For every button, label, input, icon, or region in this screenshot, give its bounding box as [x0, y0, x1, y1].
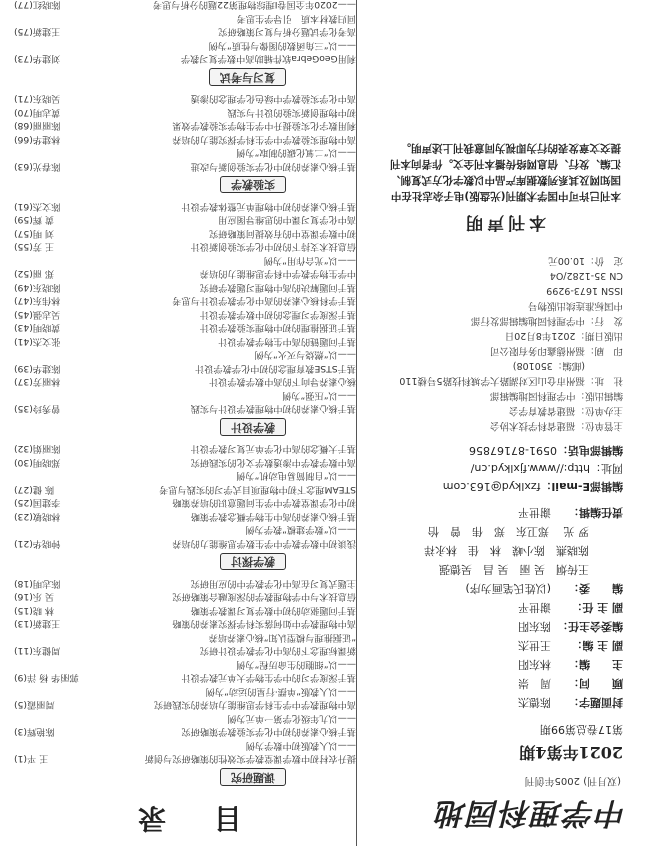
info-line: 定 价：10.00元 [548, 255, 623, 266]
toc-entry-author-page [14, 631, 18, 645]
toc-entry-author-page: 曾秀玲(35) [14, 403, 61, 415]
toc-entry-title: 浅谈初中数学教学中学生数学思维能力的培养 [172, 538, 356, 549]
toc-entry-title: 初中数学课堂中的有效提问策略研究 [209, 228, 356, 239]
staff-person: 谢世平 [518, 506, 551, 519]
info-line: 出版日期：2021年8月20日 [504, 330, 623, 341]
toc-entry-title: 新课标理念下的高中化学教学设计研究 [199, 645, 356, 657]
toc-section-heading: 教学设计 [220, 419, 286, 437]
toc-entry-title: 基于核心素养的高中生物学概念教学策略 [190, 511, 356, 522]
staff-role: 编 委： [568, 582, 623, 595]
info-line: 社 址：福州市仓山区对湖路大学城科技路5号楼110 [399, 375, 623, 386]
toc-entry[interactable] [14, 294, 356, 308]
toc-entry-title: ——以“二氧化碳的制取”为例 [236, 147, 356, 159]
committee-members [373, 522, 623, 579]
toc-entry-title: 基于核心素养的初中化学实验创新与改进 [190, 161, 356, 172]
toc-entry-title: 基于问题驱动的初中数学复习课教学策略 [190, 605, 356, 616]
toc-column [14, 0, 357, 846]
toc-entry[interactable] [14, 537, 356, 551]
toc-entry-title: ——以“三角函数的图像与性质”为例 [208, 40, 356, 51]
statement-text: 本刊已许可中国学术期刊(光盘版)电子杂志社在中国知网及其系列数据库产品中以数字化方式复制、汇编、发行、信息网络传播本刊全文。作者向本刊提交文章发表的行为即视为同意我刊上述声明。 [390, 142, 621, 202]
staff-role: 封面题字： [568, 696, 623, 709]
staff-row [373, 503, 623, 522]
toc-entry-author-page [14, 523, 18, 537]
toc-entry-title: 高中数学教学中渗透数学文化的实践研究 [190, 457, 356, 468]
toc-entry-title: 基于证据推理的初中物理实验教学设计 [199, 322, 356, 334]
toc-entry-author-page: 陈晓东(49) [14, 282, 61, 293]
info-line: ISSN 1673-9299 [546, 285, 623, 296]
toc-section-heading: 实验教学 [220, 176, 286, 194]
toc-entry-author-page: 郑 丽(52) [14, 268, 55, 280]
info-line: CN 35-1282/O4 [549, 270, 623, 281]
staff-role: 编委会主任： [557, 620, 623, 633]
table-of-contents [14, 0, 356, 792]
staff-person: 陈德杰 [518, 696, 551, 709]
toc-entry-title: ——以“数学建模”教学为例 [245, 524, 356, 536]
toc-entry-title: “证据推理与模型认知”核心素养培养 [208, 632, 356, 643]
toc-entry[interactable] [14, 308, 356, 322]
toc-entry-title: 信息技术支持下的初中化学实验创新设计 [190, 241, 356, 253]
toc-entry-title: ——以“燃烧与灭火”为例 [254, 349, 356, 361]
statement-title: 本刊声明 [462, 212, 546, 232]
toc-entry[interactable] [14, 362, 356, 376]
toc-entry-author-page: 刘建华(73) [14, 53, 61, 65]
toc-entry-title: 高考化学试题分析与复习策略研究 [218, 26, 356, 38]
toc-entry-author-page [14, 12, 18, 26]
toc-entry[interactable] [14, 577, 356, 591]
info-line: (邮编：350108) [512, 360, 623, 371]
toc-entry-author-page: 陈艳辉(3) [14, 726, 55, 738]
toc-entry-author-page: 林 晓(15) [14, 605, 55, 616]
toc-entry-title: 核心素养导向下的高中数学教学设计 [209, 376, 356, 388]
staff-person: 谢世平 [518, 601, 551, 614]
info-line: 编辑出版：中学理科园地编辑部 [489, 390, 623, 401]
toc-entry-title: 高中物理教学中学生科学思维能力培养的实践研究 [153, 699, 356, 711]
toc-entry[interactable] [14, 92, 356, 106]
toc-entry-title: 高中化学复习课中的思维导图应用 [218, 214, 356, 226]
toc-section-heading: 教学探讨 [220, 553, 286, 571]
toc-entry-title: 基于核心素养的初中化学实验教学策略研究 [181, 726, 356, 738]
member-line: 罗 光 郑卫东 郑 伟 曾 怡 [428, 525, 589, 538]
info-line: 印 刷：福州德鑫印务有限公司 [489, 345, 623, 356]
toc-entry[interactable] [14, 725, 356, 739]
toc-entry[interactable] [14, 267, 356, 281]
info-line: 中国标准连续出版物号 [527, 300, 623, 311]
toc-section-heading: 复习与考试 [209, 69, 286, 87]
toc-entry-author-page: 林晓敏(23) [14, 511, 61, 522]
toc-entry[interactable] [14, 671, 356, 685]
staff-person: (以姓氏笔画为序) [465, 582, 551, 595]
toc-entry[interactable] [14, 456, 356, 470]
toc-entry-author-page: 陈丽丽(68) [14, 120, 61, 132]
toc-entry-title: 利用GeoGebra软件辅助高中数学复习教学 [180, 53, 356, 65]
toc-entry[interactable] [14, 631, 356, 645]
toc-entry-author-page: 林丽芳(37) [14, 376, 61, 388]
toc-section-heading: 课题研究 [220, 769, 286, 787]
staff-row [373, 598, 623, 617]
staff-person: 林东阳 [518, 658, 551, 671]
toc-entry[interactable] [14, 496, 356, 510]
toc-entry-author-page: 陈志明(18) [14, 578, 61, 589]
toc-entry[interactable] [14, 510, 356, 524]
imprint-column [373, 140, 635, 846]
toc-entry[interactable] [14, 281, 356, 295]
toc-entry-title: 提升农村初中数学课堂教学实效性的策略研究与创新 [144, 753, 356, 765]
toc-entry-author-page: 李建国(25) [14, 497, 61, 509]
toc-entry[interactable] [14, 523, 356, 537]
toc-entry-author-page: 张文杰(41) [14, 336, 61, 347]
toc-entry[interactable] [14, 213, 356, 227]
toc-entry-author-page: 郑晓明(30) [14, 457, 61, 468]
toc-entry-author-page: 林建华(66) [14, 134, 61, 145]
toc-entry[interactable] [14, 389, 356, 403]
toc-entry[interactable] [14, 348, 356, 362]
toc-entry-author-page: 陈丽娟(32) [14, 443, 61, 455]
toc-entry-author-page [14, 712, 18, 726]
phone-label: 编辑部电话： [557, 444, 623, 457]
toc-entry-title: 基于学科核心素养的高中化学教学设计与思考 [172, 295, 356, 307]
toc-entry-author-page: 王 平(1) [14, 753, 49, 765]
toc-entry[interactable] [14, 712, 356, 726]
toc-entry[interactable] [14, 604, 356, 618]
staff-person: 陈东阳 [518, 620, 551, 633]
toc-entry-title: ——以人教版初中数学为例 [245, 740, 356, 751]
staff-person: 周 崇 [518, 677, 551, 690]
toc-entry-title: 基于问题链的高中生物学教学设计 [218, 336, 356, 347]
toc-entry[interactable] [14, 119, 356, 133]
toc-entry-title: ——以“压强”为例 [282, 390, 356, 401]
toc-entry-title: ——以“光合作用”为例 [263, 255, 356, 266]
staff-row [373, 579, 623, 598]
staff-person: 王世杰 [518, 639, 551, 652]
toc-entry[interactable] [14, 106, 356, 120]
toc-entry[interactable] [14, 335, 356, 349]
toc-title: 目 录 [128, 802, 243, 835]
staff-role: 责任编辑： [568, 506, 623, 519]
toc-entry-author-page: 吴晓东(71) [14, 93, 61, 105]
journal-masthead: 中学理科园地 [435, 795, 627, 830]
toc-entry-title: 基于STSE教育理念的初中化学教学设计 [195, 363, 356, 374]
toc-entry-author-page: 吴志强(45) [14, 309, 61, 320]
toc-entry-author-page: 吴 乐(16) [14, 591, 55, 603]
toc-entry[interactable] [14, 200, 356, 214]
toc-entry-author-page: 王建新(13) [14, 618, 61, 630]
staff-row [373, 693, 623, 712]
toc-entry[interactable] [14, 739, 356, 753]
toc-entry-author-page [14, 658, 18, 672]
staff-role: 顾 问： [568, 677, 623, 690]
toc-entry[interactable] [14, 133, 356, 147]
toc-entry-author-page: 周健东(11) [14, 645, 61, 657]
toc-entry-author-page: 陈晓红(77) [14, 0, 61, 11]
toc-entry[interactable] [14, 12, 356, 26]
info-line: 发 行：中学理科园地编辑部发行部 [470, 315, 623, 326]
toc-entry-title: 中学生物学教学中科学思维能力的培养 [199, 268, 356, 280]
toc-entry-title: 高中物理教学中如何落实科学探究素养的策略 [172, 618, 356, 630]
toc-entry[interactable] [14, 483, 356, 497]
toc-entry-title: 主题式复习在高中化学教学中的应用研究 [190, 578, 356, 589]
toc-entry-title: 基于核心素养的初中物理教学设计与实践 [190, 403, 356, 415]
staff-role: 副 主 编： [571, 639, 623, 652]
toc-entry-author-page [14, 39, 18, 53]
toc-entry[interactable] [14, 39, 356, 53]
toc-entry[interactable] [14, 227, 356, 241]
toc-entry-author-page [14, 469, 18, 483]
editorial-staff [373, 503, 623, 712]
toc-entry-author-page [14, 739, 18, 753]
toc-entry-author-page: 陈 健(27) [14, 484, 55, 495]
member-line: 陈晓燕 陈小嵘 林 佳 林永祥 [424, 544, 589, 557]
toc-entry-author-page: 黄 辉(59) [14, 214, 55, 226]
toc-entry-title: 基于核心素养的初中物理单元整体教学设计 [181, 201, 356, 212]
toc-entry-author-page [14, 685, 18, 699]
toc-entry-title: 基于深度学习的中学生物学大单元教学设计 [181, 672, 356, 684]
toc-entry[interactable] [14, 402, 356, 416]
staff-row [373, 636, 623, 655]
phone-number: 0591-87167856 [469, 444, 557, 457]
journal-frequency: (双月刊) 2005年创刊 [524, 775, 621, 786]
toc-entry[interactable] [14, 146, 356, 160]
toc-entry-title: ——以九年级化学第一单元为例 [227, 713, 356, 724]
toc-entry[interactable] [14, 52, 356, 66]
toc-entry-author-page: 黄志明(70) [14, 107, 61, 118]
toc-entry[interactable] [14, 160, 356, 174]
toc-entry[interactable] [14, 698, 356, 712]
toc-entry[interactable] [14, 658, 356, 672]
toc-entry[interactable] [14, 617, 356, 631]
toc-entry-author-page: 王建新(75) [14, 26, 61, 38]
toc-entry-title: 回归教材本质 引导学生思考 [236, 13, 356, 24]
staff-role: 副 主 任： [571, 601, 623, 614]
toc-entry-title: 初中化学课堂教学中学生问题意识的培养策略 [172, 497, 356, 509]
toc-entry-author-page: 陈春光(63) [14, 161, 61, 172]
website-line[interactable]: 网址：http://www.fjxlkyd.cn/ [470, 462, 623, 475]
toc-entry[interactable] [14, 442, 356, 456]
toc-entry-author-page: 林伟东(47) [14, 295, 61, 307]
staff-row [373, 617, 623, 636]
toc-entry-title: ——2020年全国卷I理综物理第22题的分析与思考 [152, 0, 356, 11]
email-label: 编辑部E-mail： [540, 480, 623, 493]
toc-entry-title: 高中物理实验教学中学生科学探究能力的培养 [172, 134, 356, 145]
email-address[interactable]: fzxlkyd@163.com [442, 480, 541, 493]
contact-block [373, 441, 623, 495]
toc-entry-title: 信息技术与中学物理教学的深度融合策略研究 [172, 591, 356, 603]
email-line [373, 477, 623, 495]
toc-entry-author-page [14, 254, 18, 268]
toc-entry-author-page: 周丽霞(5) [14, 699, 55, 711]
toc-entry-title: ——以“细胞的生命历程”为例 [236, 659, 356, 670]
toc-entry-author-page: 黄晓明(43) [14, 322, 61, 334]
toc-entry[interactable] [14, 25, 356, 39]
staff-role: 主 编： [568, 658, 623, 671]
toc-entry[interactable] [14, 685, 356, 699]
toc-entry-author-page [14, 146, 18, 160]
toc-entry[interactable] [14, 469, 356, 483]
toc-entry[interactable] [14, 0, 356, 12]
issue-number: 2021年第4期 [519, 743, 623, 762]
publication-info [373, 253, 623, 433]
toc-entry-title: 基于大概念的高中化学单元复习教学设计 [190, 443, 356, 455]
toc-entry-author-page: 陈文杰(61) [14, 201, 61, 212]
toc-entry[interactable] [14, 644, 356, 658]
phone-line [373, 441, 623, 459]
staff-row [373, 655, 623, 674]
toc-entry-author-page: 王 芳(55) [14, 241, 55, 253]
toc-entry-author-page [14, 348, 18, 362]
toc-entry[interactable] [14, 321, 356, 335]
toc-entry[interactable] [14, 590, 356, 604]
toc-entry-author-page: 刘 明(57) [14, 228, 55, 239]
member-line: 王传炯 吴 丽 吴 昌 吴德强 [439, 563, 589, 576]
toc-entry-title: ——以“自制简易电动机”为例 [236, 470, 356, 482]
issue-volume: 第17卷总第99期 [540, 723, 623, 736]
toc-entry-title: 利用数字化实验提升中学生物学实验教学效果 [172, 120, 356, 132]
toc-entry-title: 高中化学实验教学中绿色化学理念的渗透 [190, 93, 356, 105]
toc-entry[interactable] [14, 752, 356, 766]
toc-entry-title: 初中物理创新实验的设计与实践 [227, 107, 356, 118]
toc-entry-author-page: 郭丽华 杨 洋(9) [14, 672, 79, 684]
toc-entry-author-page [14, 389, 18, 403]
info-line: 主办单位：福建省教育学会 [508, 405, 623, 416]
toc-entry[interactable] [14, 254, 356, 268]
info-line: 主管单位：福建省科学技术协会 [489, 420, 623, 431]
toc-entry-author-page: 陈建华(39) [14, 363, 61, 374]
toc-entry-title: 基于问题解决的高中物理习题教学研究 [199, 282, 356, 293]
staff-row [373, 674, 623, 693]
toc-entry[interactable] [14, 375, 356, 389]
toc-entry[interactable] [14, 240, 356, 254]
toc-entry-author-page: 钟晓华(21) [14, 538, 61, 549]
toc-entry-title: ——以人教版“单摆·行星的运动”为例 [205, 686, 356, 697]
toc-entry-title: STEAM理念下初中物理项目式学习的实践与思考 [159, 484, 356, 495]
toc-entry-title: 基于深度学习理念的初中数学教学设计 [199, 309, 356, 320]
